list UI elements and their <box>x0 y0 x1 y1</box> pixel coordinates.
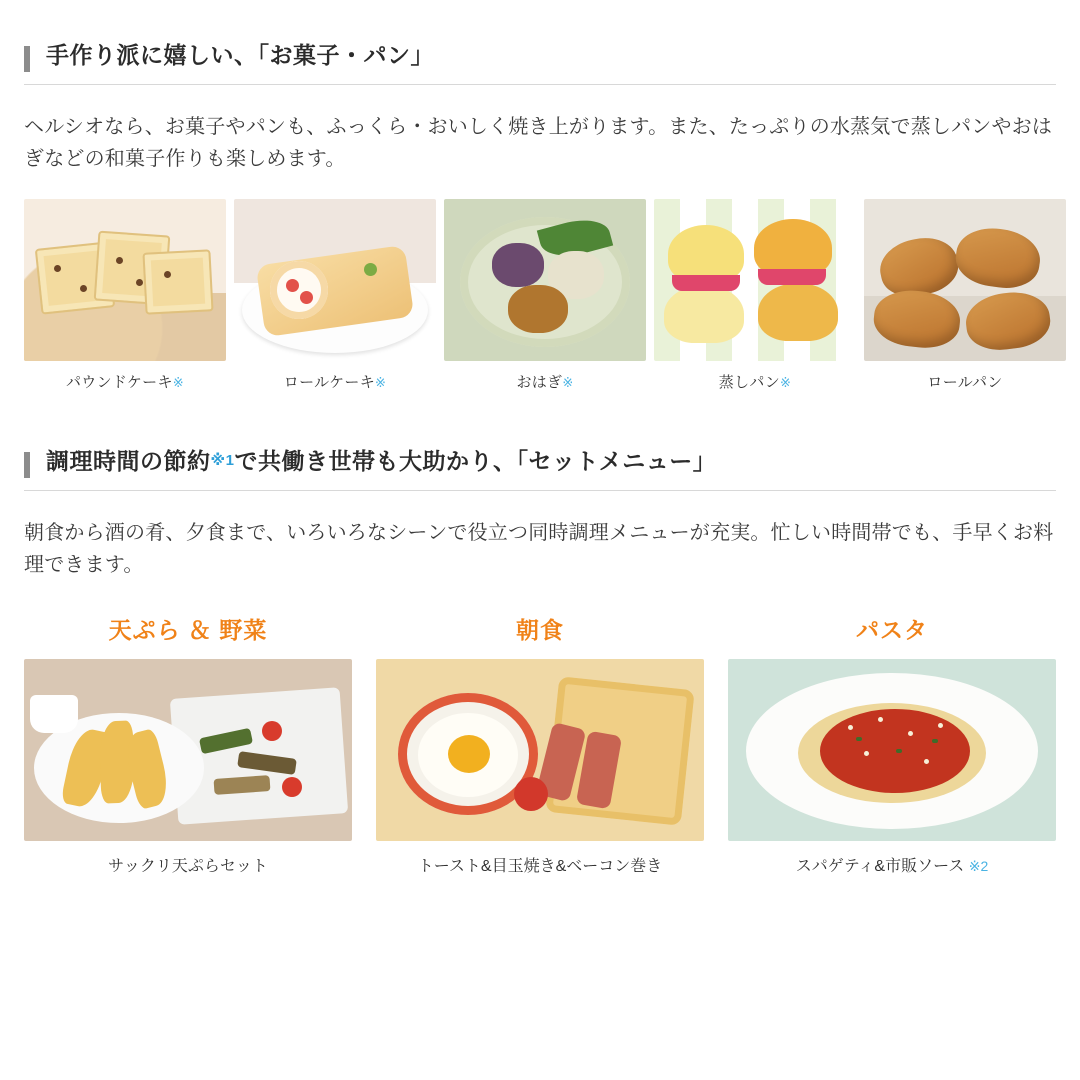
caption-text: ロールパン <box>927 374 1003 392</box>
section-set-menu <box>24 448 1056 875</box>
photo-cell-pound-cake <box>24 199 226 392</box>
caption-text: ロールケーキ <box>283 374 375 392</box>
section-2-description: 朝食から酒の肴、夕食まで、いろいろなシーンで役立つ同時調理メニューが充実。忙しい時間帯でも、手早くお料理できます。 <box>24 521 1054 577</box>
photo-cell-steamed-bread <box>654 199 856 392</box>
caption-mark: ※ <box>172 375 184 391</box>
set-cell-breakfast <box>376 612 704 876</box>
section-2-title-part-b: で共働き世帯も大助かり、「セットメニュー」 <box>234 448 717 475</box>
caption-mark: ※2 <box>968 857 989 874</box>
caption-text: サックリ天ぷらセット <box>108 857 268 875</box>
photo-caption <box>654 371 856 392</box>
set-menu-grid <box>24 612 1056 876</box>
photo-caption <box>234 371 436 392</box>
set-cell-tempura <box>24 612 352 876</box>
caption-mark: ※ <box>780 375 792 391</box>
tempura-set-photo <box>24 659 352 841</box>
photo-caption <box>444 371 646 392</box>
pound-cake-photo <box>24 199 226 361</box>
caption-text: スパゲティ&市販ソース <box>795 857 965 875</box>
caption-mark: ※ <box>562 375 574 391</box>
set-caption <box>376 853 704 876</box>
section-2-title-footnote: ※1 <box>210 452 235 470</box>
roll-bread-photo <box>864 199 1066 361</box>
section-2-heading <box>24 448 1056 491</box>
caption-text: おはぎ <box>516 374 563 392</box>
set-caption <box>728 853 1056 876</box>
section-sweets-bread <box>24 0 1056 392</box>
ohagi-photo <box>444 199 646 361</box>
section-1-heading <box>24 42 1056 85</box>
caption-text: 蒸しパン <box>718 374 780 392</box>
photo-cell-roll-cake <box>234 199 436 392</box>
photo-caption <box>24 371 226 392</box>
caption-mark: ※ <box>375 375 387 391</box>
section-spacer <box>24 392 1056 448</box>
section-2-title-part-a: 調理時間の節約 <box>46 448 211 475</box>
section-1-title: 手作り派に嬉しい、「お菓子・パン」 <box>46 42 434 68</box>
photo-cell-ohagi <box>444 199 646 392</box>
roll-cake-photo <box>234 199 436 361</box>
breakfast-set-photo <box>376 659 704 841</box>
set-cell-pasta <box>728 612 1056 876</box>
set-caption <box>24 853 352 876</box>
sweets-photo-strip <box>24 199 1056 392</box>
caption-text: パウンドケーキ <box>65 374 173 392</box>
steamed-bread-photo <box>654 199 856 361</box>
pasta-set-photo <box>728 659 1056 841</box>
photo-cell-roll-bread <box>864 199 1066 392</box>
set-heading: 朝食 <box>516 616 564 643</box>
set-heading: パスタ <box>856 616 928 643</box>
section-2-title <box>46 448 1056 476</box>
set-heading: 天ぷら ＆ 野菜 <box>108 616 268 643</box>
section-1-description: ヘルシオなら、お菓子やパンも、ふっくら・おいしく焼き上がります。また、たっぷりの水蒸気で蒸しパンやおはぎなどの和菓子作りも楽しめます。 <box>24 115 1053 170</box>
photo-caption <box>864 371 1066 392</box>
caption-text: トースト&目玉焼き&ベーコン巻き <box>417 857 663 875</box>
